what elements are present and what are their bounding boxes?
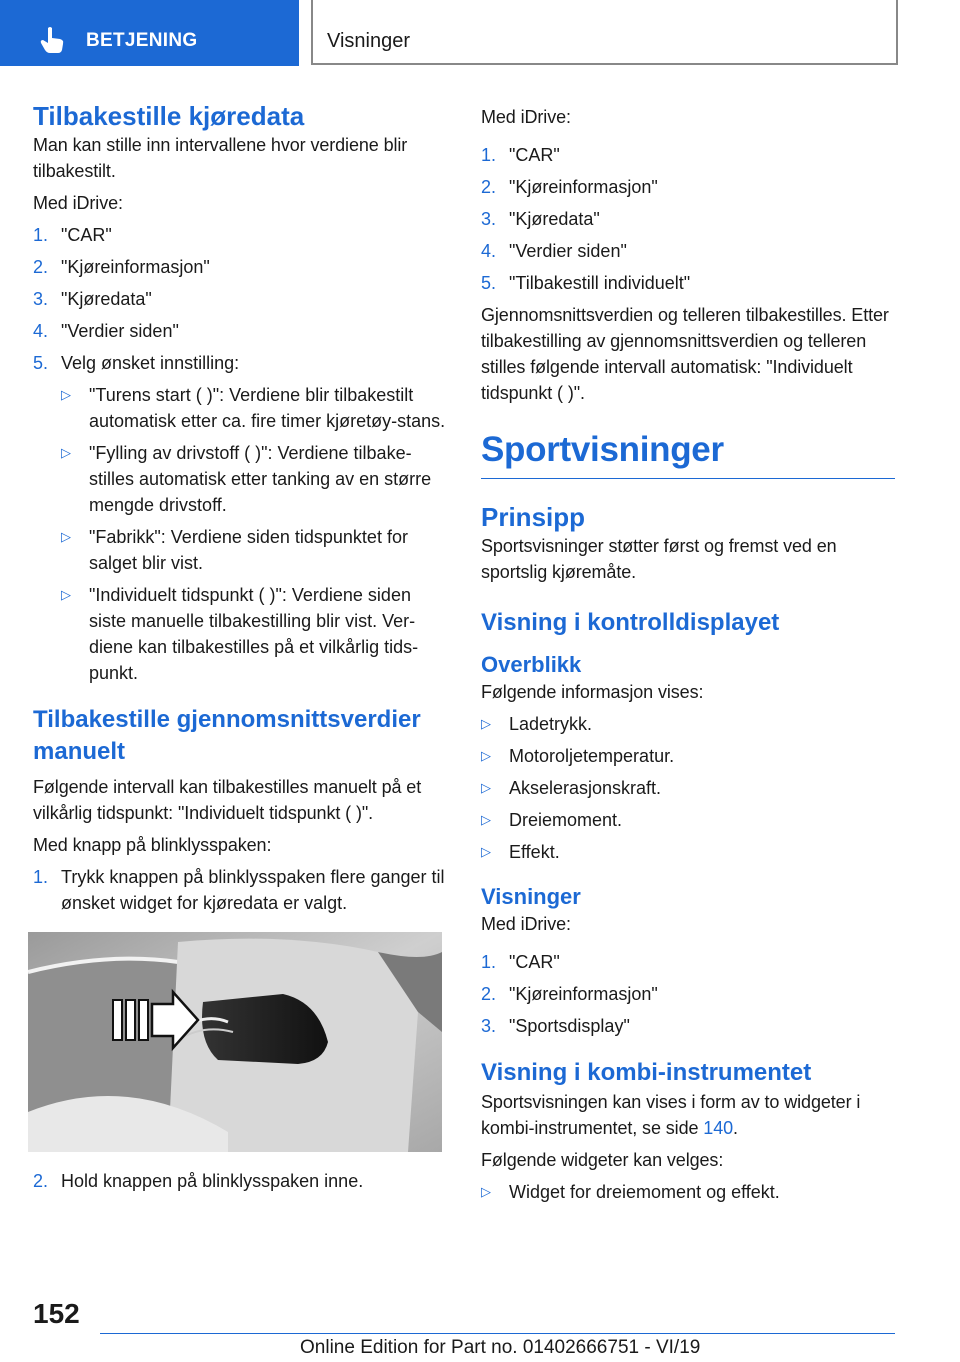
triangle-bullet-icon: ▷	[61, 445, 71, 460]
idrive-steps	[33, 222, 447, 686]
list-item: 3. "Kjøredata"	[33, 289, 152, 309]
paragraph: Følgende widgeter kan velges:	[481, 1150, 724, 1170]
triangle-bullet-icon: ▷	[61, 387, 71, 402]
info-list	[481, 711, 895, 865]
triangle-bullet-icon: ▷	[481, 1184, 491, 1199]
paragraph: Med iDrive:	[481, 107, 571, 127]
page-reference-link[interactable]: 140	[703, 1118, 734, 1138]
footer-rule	[100, 1333, 895, 1334]
hand-pointer-icon	[40, 26, 66, 54]
list-item: ▷ "Individuelt tidspunkt ( )": Verdiene siden siste manuelle tilbakestilling blir vist. Ver-diene kan tilbakestilles på et vilkårlig tids-punkt.	[61, 582, 447, 686]
list-item: ▷ Effekt.	[481, 839, 895, 865]
list-item: ▷ Widget for dreiemoment og effekt.	[481, 1179, 895, 1205]
button-steps-continued	[33, 1168, 447, 1194]
list-item: ▷ "Fabrikk": Verdiene siden tidspunktet for salget blir vist.	[61, 524, 447, 576]
list-item: 4. "Verdier siden"	[481, 241, 627, 261]
heading-principle: Prinsipp	[481, 502, 586, 532]
heading-reset-trip-data: Tilbakestille kjøredata	[33, 101, 305, 131]
list-item: ▷ Akselerasjonskraft.	[481, 775, 895, 801]
list-item: 2. "Kjøreinformasjon"	[33, 257, 210, 277]
triangle-bullet-icon: ▷	[481, 748, 491, 763]
list-item: 1. Trykk knappen på blinklysspaken flere ganger til ønsket widget for kjøredata er valgt.	[33, 867, 445, 913]
triangle-bullet-icon: ▷	[481, 716, 491, 731]
heading-displays: Visninger	[481, 884, 581, 909]
triangle-bullet-icon: ▷	[481, 844, 491, 859]
paragraph: Følgende intervall kan tilbakestilles manuelt på et vilkårlig tidspunkt: "Individuelt tidspunkt ( )".	[33, 777, 422, 823]
button-steps	[33, 864, 447, 916]
list-item: ▷ "Turens start ( )": Verdiene blir tilbakestilt automatisk etter ca. fire timer kjøretøy-stans.	[61, 382, 447, 434]
chapter-title: Visninger	[327, 30, 411, 52]
triangle-bullet-icon: ▷	[61, 587, 71, 602]
paragraph: Man kan stille inn intervallene hvor verdiene blir tilbakestilt.	[33, 135, 408, 181]
heading-control-display: Visning i kontrolldisplayet	[481, 609, 780, 636]
reset-individual-steps	[481, 142, 895, 296]
list-item: 5. "Tilbakestill individuelt"	[481, 273, 691, 293]
widget-list	[481, 1179, 895, 1205]
paragraph: Gjennomsnittsverdien og telleren tilbakestilles. Etter tilbakestilling av gjennomsnittsverdien og telleren stilles følgende intervall automatisk: "Individuelt tidspunkt ( )".	[481, 305, 889, 403]
triangle-bullet-icon: ▷	[61, 529, 71, 544]
heading-sport-displays: Sportvisninger	[481, 430, 724, 469]
list-item: 2. "Kjøreinformasjon"	[481, 984, 658, 1004]
list-item: ▷ Motoroljetemperatur.	[481, 743, 895, 769]
heading-instrument-cluster: Visning i kombi-instrumentet	[481, 1059, 812, 1086]
left-column	[33, 100, 447, 1200]
triangle-bullet-icon: ▷	[481, 812, 491, 827]
list-item: 3. "Sportsdisplay"	[481, 1016, 630, 1036]
paragraph: Med iDrive:	[33, 193, 123, 213]
paragraph: Følgende informasjon vises:	[481, 682, 704, 702]
edition-info: Online Edition for Part no. 01402666751 - VI/19	[300, 1337, 701, 1358]
list-item: 2. Hold knappen på blinklysspaken inne.	[33, 1171, 364, 1191]
sportsdisplay-steps	[481, 949, 895, 1039]
turn-signal-lever-photo	[28, 932, 442, 1152]
chapter-header	[311, 0, 898, 65]
list-item: 4. "Verdier siden"	[33, 321, 179, 341]
page-number: 152	[33, 1298, 80, 1329]
list-item: 3. "Kjøredata"	[481, 209, 600, 229]
heading-overview: Overblikk	[481, 652, 582, 677]
list-item: 1. "CAR"	[33, 225, 112, 245]
list-item: 5. Velg ønsket innstilling: ▷ "Turens start ( )": Verdiene blir tilbakestilt automatisk etter ca. fire timer kjøretøy-stans. ▷ "Fylling av drivstoff ( )": Verdiene tilbake-stilles automatisk etter tanking av en større mengde drivstoff. ▷ "Fabrikk": Verdiene siden tidspunktet for salget blir vist. ▷ "Individuelt tidspunkt ( )": Verdiene siden siste manuelle tilbakestilling blir vist. Ver-diene kan tilbakestilles på et vilkårlig tids-punkt.	[33, 350, 447, 686]
list-item: ▷ Dreiemoment.	[481, 807, 895, 833]
triangle-bullet-icon: ▷	[481, 780, 491, 795]
list-item: ▷ "Fylling av drivstoff ( )": Verdiene tilbake-stilles automatisk etter tanking av en større mengde drivstoff.	[61, 440, 447, 518]
list-item: 1. "CAR"	[481, 145, 560, 165]
lever-illustration	[28, 932, 442, 1152]
paragraph: Sportsvisninger støtter først og fremst ved en sportslig kjøremåte.	[481, 536, 837, 582]
options-list	[61, 382, 447, 686]
paragraph: Med knapp på blinklysspaken:	[33, 835, 272, 855]
section-label: BETJENING	[86, 30, 198, 51]
section-tab	[0, 0, 299, 66]
list-item: 1. "CAR"	[481, 952, 560, 972]
list-item: ▷ Ladetrykk.	[481, 711, 895, 737]
paragraph: Med iDrive:	[481, 914, 571, 934]
list-item: 2. "Kjøreinformasjon"	[481, 177, 658, 197]
heading-reset-averages: Tilbakestille gjennomsnittsverdier manuelt	[33, 706, 421, 765]
right-column	[481, 104, 895, 1211]
paragraph: Sportsvisningen kan vises i form av to widgeter i kombi-instrumentet, se side 140.	[481, 1092, 861, 1138]
